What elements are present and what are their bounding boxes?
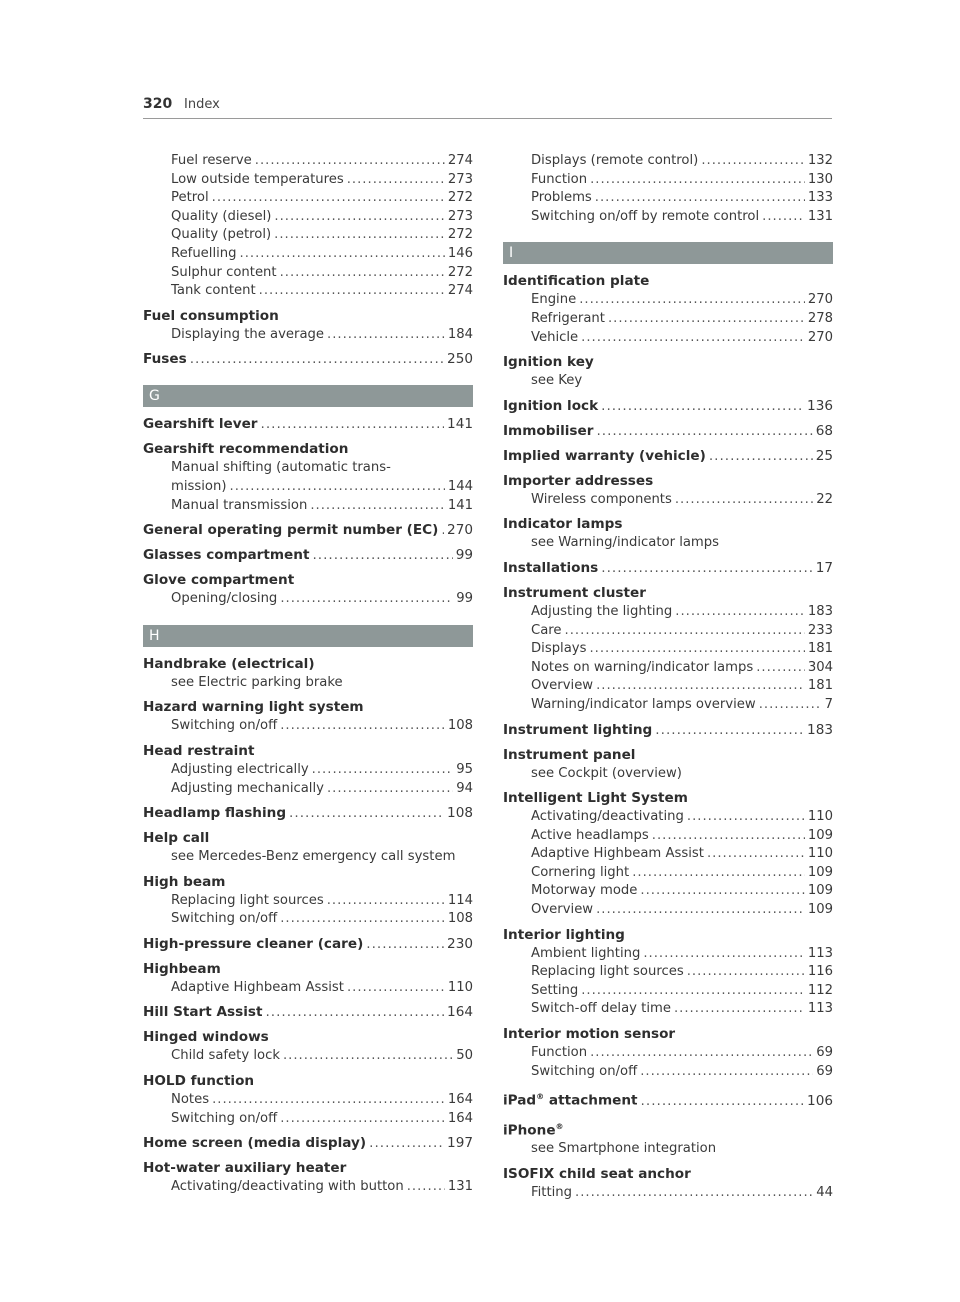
fuel-subentries — [143, 152, 473, 301]
index-entry-ipad: iPad® attachment ..... 106 — [503, 1087, 833, 1111]
index-entry-handbrake: Handbrake (electrical) see Electric parking brake — [143, 655, 343, 690]
index-entry-glove: Glove compartment Opening/closing ..... 99 — [143, 571, 473, 609]
index-subentry: Low outside temperatures ..... 273 — [143, 171, 473, 190]
page-header — [143, 96, 832, 119]
index-entry-ignition-lock: Ignition lock ..... 136 — [503, 397, 833, 416]
index-entry-hinged: Hinged windows Child safety lock ..... 50 — [143, 1028, 473, 1066]
index-entry-highbeam: Highbeam Adaptive Highbeam Assist ..... 110 — [143, 960, 473, 998]
index-entry-importer: Importer addresses Wireless components ..... 22 — [503, 472, 833, 510]
index-entry-ignition-key: Ignition key see Key — [503, 354, 594, 389]
index-entry-instrument-panel: Instrument panel see Cockpit (overview) — [503, 746, 682, 781]
index-entry-gearshift-lever: Gearshift lever ..... 141 — [143, 415, 473, 434]
section-letter-h: H — [143, 625, 473, 647]
index-entry-help-call: Help call see Mercedes-Benz emergency call system — [143, 830, 456, 865]
header-title: Index — [184, 97, 220, 112]
index-entry-hill-start: Hill Start Assist ..... 164 — [143, 1003, 473, 1022]
index-entry-instrument-lighting: Instrument lighting ..... 183 — [503, 721, 833, 740]
index-entry-fuel-consumption: Fuel consumption Displaying the average ..... 184 — [143, 307, 473, 345]
left-column — [143, 152, 473, 1197]
index-subentry: Sulphur content ..... 272 — [143, 264, 473, 283]
index-entry-implied: Implied warranty (vehicle) ..... 25 — [503, 447, 833, 466]
index-entry-hot-water: Hot-water auxiliary heater Activating/deactivating with button ..... 131 — [143, 1159, 473, 1197]
index-entry-high-pressure: High-pressure cleaner (care) ..... 230 — [143, 935, 473, 954]
index-entry-interior-lighting: Interior lighting Ambient lighting ..... 113 Replacing light sources ..... 116 Setting ..... 112 Switch-off delay time ..... 113 — [503, 926, 833, 1019]
index-entry-head-restraint: Head restraint Adjusting electrically ..... 95 Adjusting mechanically ..... 94 — [143, 742, 473, 798]
index-entry-identification: Identification plate Engine ..... 270 Refrigerant ..... 278 Vehicle ..... 270 — [503, 272, 833, 347]
index-entry-hold: HOLD function Notes ..... 164 Switching on/off ..... 164 — [143, 1072, 473, 1128]
index-entry-indicator: Indicator lamps see Warning/indicator lamps — [503, 516, 720, 551]
index-entry-high-beam: High beam Replacing light sources ..... 114 Switching on/off ..... 108 — [143, 873, 473, 929]
index-subentry: Quality (diesel) ..... 273 — [143, 208, 473, 227]
index-entry-immobiliser: Immobiliser ..... 68 — [503, 422, 833, 441]
index-entry-instrument-cluster: Instrument cluster Adjusting the lighting ..... 183 Care ..... 233 Displays ..... 181 Notes on warning/indicator lamps ..... 304 Overview ..... 181 Warning/indicator lamps overview ..... 7 — [503, 584, 833, 715]
heater-subentries: Displays (remote control) ..... 132 Function ..... 130 Problems ..... 133 Switching on/off by remote control ..... 131 — [503, 152, 833, 226]
index-entry-interior-motion: Interior motion sensor Function ..... 69 Switching on/off ..... 69 — [503, 1025, 833, 1081]
index-entry-fuses: Fuses ..... 250 — [143, 350, 473, 369]
index-entry-hazard: Hazard warning light system Switching on/off ..... 108 — [143, 698, 473, 736]
index-entry-headlamp: Headlamp flashing ..... 108 — [143, 804, 473, 823]
index-entry-installations: Installations ..... 17 — [503, 559, 833, 578]
index-entry-general-permit: General operating permit number (EC) ..... 270 — [143, 521, 473, 540]
index-entry-gearshift-recommendation: Gearshift recommendation Manual shifting (automatic trans- mission) ..... 144 Manual transmission ..... 141 — [143, 440, 473, 515]
section-letter-g: G — [143, 385, 473, 407]
section-letter-i: I — [503, 242, 833, 264]
index-entry-iphone: iPhone® see Smartphone integration — [503, 1121, 717, 1157]
index-entry-home-screen: Home screen (media display) ..... 197 — [143, 1134, 473, 1153]
index-entry-isofix: ISOFIX child seat anchor Fitting ..... 44 — [503, 1165, 833, 1203]
index-subentry: Petrol ..... 272 — [143, 189, 473, 208]
index-subentry: Fuel reserve ..... 274 — [143, 152, 473, 171]
index-subentry: Quality (petrol) ..... 272 — [143, 226, 473, 245]
index-entry-intelligent-light: Intelligent Light System Activating/deactivating ..... 110 Active headlamps ..... 109 Adaptive Highbeam Assist ..... 110 Cornering light ..... 109 Motorway mode ..... 109 Overview ..... 109 — [503, 789, 833, 920]
right-column — [503, 152, 833, 1202]
index-subentry: Tank content ..... 274 — [143, 282, 473, 301]
index-entry-glasses: Glasses compartment ..... 99 — [143, 546, 473, 565]
index-subentry: Refuelling ..... 146 — [143, 245, 473, 264]
page-number: 320 — [143, 96, 173, 112]
